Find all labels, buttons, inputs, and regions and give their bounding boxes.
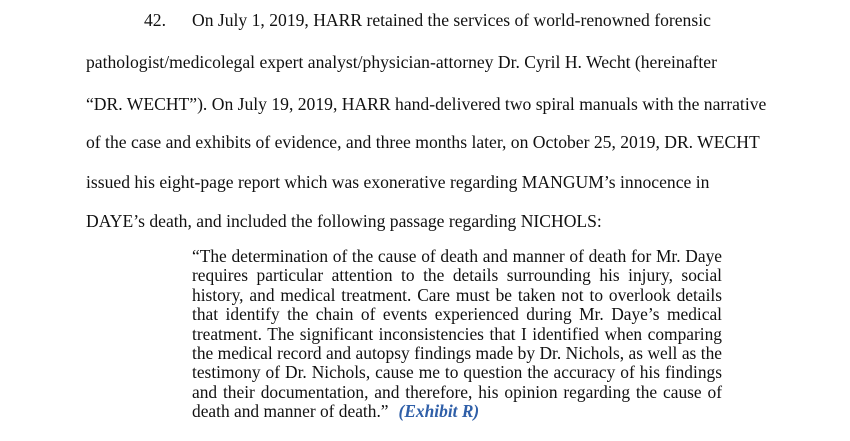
paragraph-line-3: “DR. WECHT”). On July 19, 2019, HARR hand-delivered two spiral manuals with the narrative (86, 94, 767, 114)
quote-line-2: requires particular attention to the details surrounding his injury, social (192, 265, 722, 286)
quote-line-6: the medical record and autopsy findings made by Dr. Nichols, as well as the (192, 343, 722, 364)
quote-line-3: history, and medical treatment. Care must be taken not to overlook details (192, 284, 722, 305)
quote-line-9 (192, 402, 722, 421)
paragraph-line-1: On July 1, 2019, HARR retained the services of world-renowned forensic (192, 10, 711, 30)
paragraph-line-5: issued his eight-page report which was exonerative regarding MANGUM’s innocence in (86, 172, 710, 192)
quote-line-5: treatment. The significant inconsistencies that I identified when comparing (192, 323, 722, 344)
paragraph-line-2: pathologist/medicolegal expert analyst/physician-attorney Dr. Cyril H. Wecht (hereinafter (86, 52, 717, 72)
quote-line-1: “The determination of the cause of death and manner of death for Mr. Daye (192, 246, 722, 266)
block-quote (192, 247, 722, 422)
quote-line-8: and their documentation, and therefore, his opinion regarding the cause of (192, 381, 722, 402)
paragraph-number: 42. (144, 10, 166, 30)
exhibit-r-link[interactable]: (Exhibit R) (398, 401, 480, 422)
quote-final-text: death and manner of death.” (192, 401, 389, 422)
quote-line-4: that identify the chain of events experienced during Mr. Daye’s medical (192, 304, 722, 325)
quote-line-7: testimony of Dr. Nichols, cause me to question the accuracy of his findings (192, 362, 722, 383)
paragraph-line-6: DAYE’s death, and included the following passage regarding NICHOLS: (86, 211, 602, 231)
paragraph-line-4: of the case and exhibits of evidence, and three months later, on October 25, 2019, DR. WECHT (86, 132, 760, 152)
